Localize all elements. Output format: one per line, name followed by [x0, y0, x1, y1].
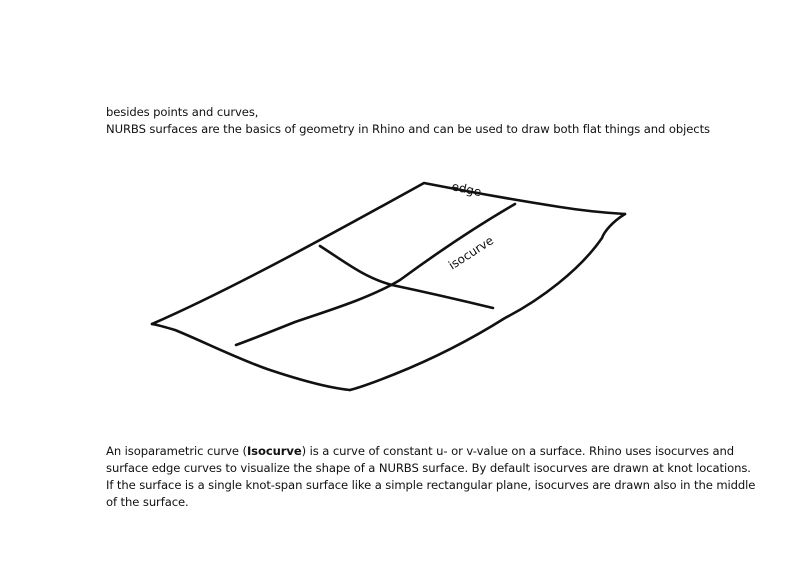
isocurve-v: [236, 204, 515, 345]
surface-edge-top: [152, 183, 625, 324]
caption-term: Isocurve: [246, 444, 302, 458]
intro-line-1: besides points and curves,: [106, 105, 259, 119]
caption-part-1: An isoparametric curve (: [106, 444, 247, 458]
intro-line-2: NURBS surfaces are the basics of geometry in Rhino and can be used to draw both flat things and objects: [106, 122, 710, 136]
caption-part-2: ) is a curve of constant u- or v-value on a surface. Rhino uses isocurves and surface edge curves to visualize the shape of a NURBS surface. By default isocurves are drawn at knot locations. If the surface is a single knot-span surface like a simple rectangular plane, isocurves are drawn also in the middle of the surface.: [106, 444, 756, 509]
label-isocurve: isocurve: [446, 233, 497, 273]
caption-text: [106, 443, 756, 511]
label-edge: edge: [450, 179, 483, 200]
surface-edge-bottom: [152, 324, 350, 390]
